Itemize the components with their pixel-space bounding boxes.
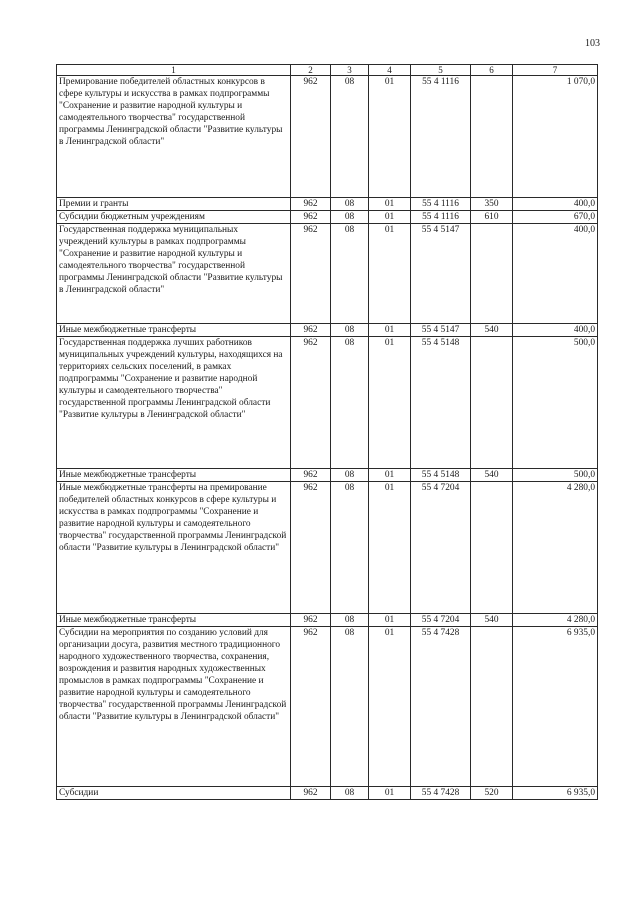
row-c6 — [471, 482, 513, 614]
row-name: Иные межбюджетные трансферты — [57, 324, 291, 337]
row-c3: 08 — [331, 627, 369, 787]
header-cell: 7 — [513, 65, 598, 76]
row-c4: 01 — [369, 482, 411, 614]
row-c5: 55 4 1116 — [411, 211, 471, 224]
row-c3: 08 — [331, 76, 369, 198]
row-c4: 01 — [369, 337, 411, 469]
row-c4: 01 — [369, 224, 411, 324]
row-c6: 540 — [471, 614, 513, 627]
row-c6: 540 — [471, 324, 513, 337]
row-c7: 400,0 — [513, 224, 598, 324]
row-c4: 01 — [369, 76, 411, 198]
header-cell: 3 — [331, 65, 369, 76]
table-row — [57, 337, 598, 469]
row-c6: 610 — [471, 211, 513, 224]
row-c2: 962 — [291, 198, 331, 211]
row-name: Премирование победителей областных конкурсов в сфере культуры и искусства в рамках подпрограммы "Сохранение и развитие народной культуры и самодеятельного творчества" государственной программы Ленинградской области "Развитие культуры в Ленинградской области" — [57, 76, 291, 198]
row-c2: 962 — [291, 211, 331, 224]
row-c4: 01 — [369, 627, 411, 787]
row-name: Субсидии бюджетным учреждениям — [57, 211, 291, 224]
row-c2: 962 — [291, 224, 331, 324]
row-c3: 08 — [331, 324, 369, 337]
table-row — [57, 211, 598, 224]
row-c4: 01 — [369, 324, 411, 337]
header-cell: 4 — [369, 65, 411, 76]
header-cell: 2 — [291, 65, 331, 76]
row-c6: 520 — [471, 787, 513, 800]
table-row — [57, 482, 598, 614]
row-c2: 962 — [291, 614, 331, 627]
row-c6 — [471, 337, 513, 469]
page-number: 103 — [585, 38, 600, 49]
row-c5: 55 4 5147 — [411, 224, 471, 324]
table-row — [57, 787, 598, 800]
table-row — [57, 76, 598, 198]
row-c5: 55 4 7204 — [411, 482, 471, 614]
table-row — [57, 198, 598, 211]
row-name: Премии и гранты — [57, 198, 291, 211]
row-c5: 55 4 1116 — [411, 76, 471, 198]
row-c4: 01 — [369, 469, 411, 482]
row-c7: 400,0 — [513, 324, 598, 337]
row-c7: 1 070,0 — [513, 76, 598, 198]
row-c3: 08 — [331, 614, 369, 627]
row-c2: 962 — [291, 324, 331, 337]
header-cell: 6 — [471, 65, 513, 76]
row-c3: 08 — [331, 787, 369, 800]
table-row — [57, 627, 598, 787]
row-c6: 540 — [471, 469, 513, 482]
row-name: Субсидии — [57, 787, 291, 800]
row-c3: 08 — [331, 211, 369, 224]
header-cell: 5 — [411, 65, 471, 76]
budget-table — [56, 64, 598, 800]
row-c7: 670,0 — [513, 211, 598, 224]
row-c3: 08 — [331, 337, 369, 469]
row-c6 — [471, 627, 513, 787]
row-c5: 55 4 5148 — [411, 469, 471, 482]
row-c5: 55 4 7428 — [411, 627, 471, 787]
row-c7: 500,0 — [513, 337, 598, 469]
row-c6 — [471, 224, 513, 324]
row-c2: 962 — [291, 76, 331, 198]
row-c4: 01 — [369, 198, 411, 211]
row-c7: 4 280,0 — [513, 482, 598, 614]
table-row — [57, 224, 598, 324]
row-c5: 55 4 7428 — [411, 787, 471, 800]
row-c3: 08 — [331, 482, 369, 614]
table-row — [57, 614, 598, 627]
row-c2: 962 — [291, 337, 331, 469]
row-name: Иные межбюджетные трансферты — [57, 614, 291, 627]
row-c7: 500,0 — [513, 469, 598, 482]
row-c6: 350 — [471, 198, 513, 211]
row-name: Государственная поддержка муниципальных учреждений культуры в рамках подпрограммы "Сохранение и развитие народной культуры и самодеятельного творчества" государственной программы Ленинградской области "Развитие культуры в Ленинградской области" — [57, 224, 291, 324]
row-c7: 6 935,0 — [513, 787, 598, 800]
row-name: Иные межбюджетные трансферты на премирование победителей областных конкурсов в сфере культуры и искусства в рамках подпрограммы "Сохранение и развитие народной культуры и самодеятельного творчества" государственной программы Ленинградской области "Развитие культуры в Ленинградской области" — [57, 482, 291, 614]
row-c4: 01 — [369, 211, 411, 224]
row-c2: 962 — [291, 482, 331, 614]
row-c2: 962 — [291, 469, 331, 482]
table-row — [57, 469, 598, 482]
row-c2: 962 — [291, 627, 331, 787]
row-c4: 01 — [369, 787, 411, 800]
table-row — [57, 324, 598, 337]
header-cell: 1 — [57, 65, 291, 76]
row-c7: 4 280,0 — [513, 614, 598, 627]
row-c6 — [471, 76, 513, 198]
row-c3: 08 — [331, 224, 369, 324]
row-c3: 08 — [331, 198, 369, 211]
row-c7: 6 935,0 — [513, 627, 598, 787]
row-c5: 55 4 7204 — [411, 614, 471, 627]
row-c4: 01 — [369, 614, 411, 627]
row-name: Субсидии на мероприятия по созданию условий для организации досуга, развития местного традиционного народного художественного творчества, сохранения, возрождения и развития народных художественных промыслов в рамках подпрограммы "Сохранение и развитие народной культуры и самодеятельного творчества" государственной программы Ленинградской области "Развитие культуры в Ленинградской области" — [57, 627, 291, 787]
row-name: Государственная поддержка лучших работников муниципальных учреждений культуры, находящихся на территориях сельских поселений, в рамках подпрограммы "Сохранение и развитие народной культуры и самодеятельного творчества" государственной программы Ленинградской области "Развитие культуры в Ленинградской области" — [57, 337, 291, 469]
table-header-row — [57, 65, 598, 76]
row-c2: 962 — [291, 787, 331, 800]
row-c5: 55 4 5148 — [411, 337, 471, 469]
row-name: Иные межбюджетные трансферты — [57, 469, 291, 482]
row-c5: 55 4 1116 — [411, 198, 471, 211]
row-c7: 400,0 — [513, 198, 598, 211]
row-c3: 08 — [331, 469, 369, 482]
row-c5: 55 4 5147 — [411, 324, 471, 337]
